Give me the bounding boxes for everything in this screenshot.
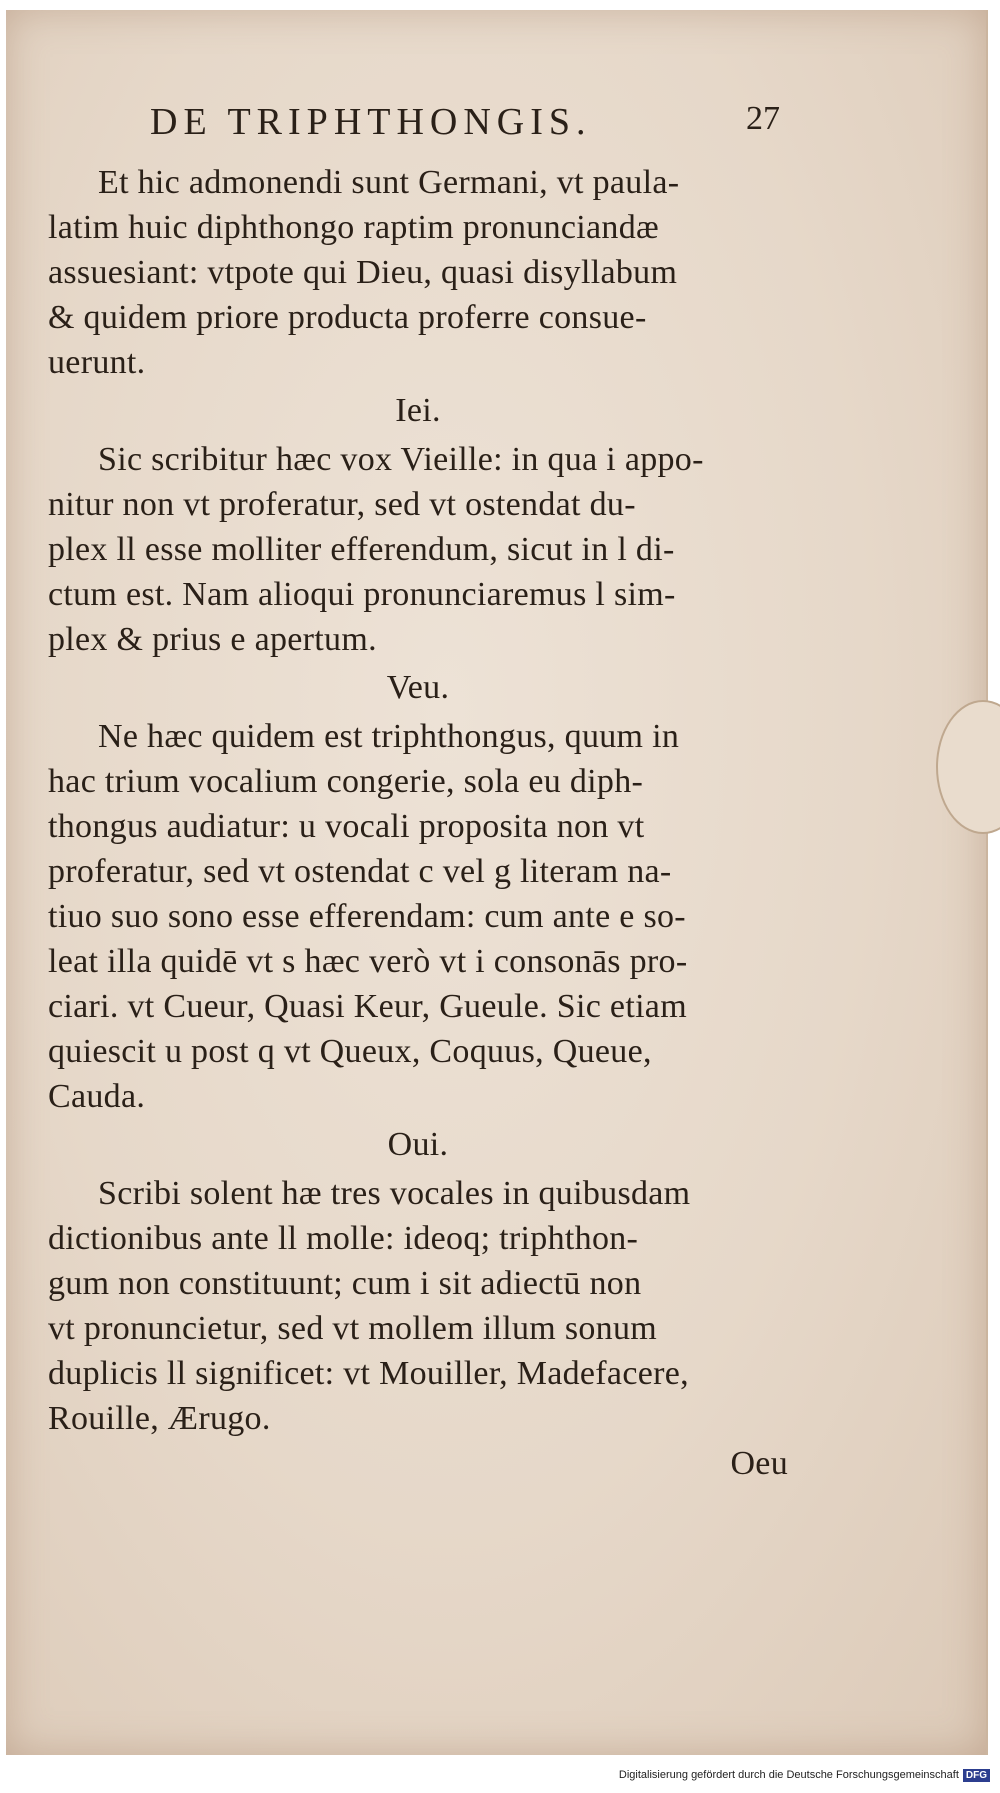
text-line: Et hic admonendi sunt Germani, vt paula- (98, 164, 680, 201)
text-line: Ne hæc quidem est triphthongus, quum in (98, 718, 680, 755)
dfg-logo: DFG (963, 1769, 990, 1782)
text-line: duplicis ll significet: vt Mouiller, Madefacere, (48, 1355, 689, 1392)
text-line: quiescit u post q vt Queux, Coquus, Queue, (48, 1033, 652, 1070)
page-number: 27 (746, 100, 780, 137)
text-line: dictionibus ante ll molle: ideoq; triphthon- (48, 1220, 639, 1257)
text-line: Sic scribitur hæc vox Vieille: in qua i appo- (98, 441, 704, 478)
text-line: hac trium vocalium congerie, sola eu diph- (48, 763, 644, 800)
running-head (150, 100, 780, 150)
text-line: leat illa quidē vt s hæc verò vt i consonās pro- (48, 943, 688, 980)
catchword: Oeu (730, 1445, 788, 1482)
section-heading-oui: Oui. (387, 1126, 449, 1163)
text-line: Rouille, Ærugo. (48, 1400, 271, 1437)
section-heading-iei: Iei. (395, 392, 441, 429)
text-line: Scribi solent hæ tres vocales in quibusdam (98, 1175, 691, 1212)
text-line: proferatur, sed vt ostendat c vel g literam na- (48, 853, 672, 890)
text-line: uerunt. (48, 344, 146, 381)
digitization-footer (600, 1763, 990, 1787)
page-tab-notch (936, 700, 1000, 834)
text-line: thongus audiatur: u vocali proposita non vt (48, 808, 645, 845)
text-line: ctum est. Nam alioqui pronunciaremus l sim- (48, 576, 676, 613)
text-line: Cauda. (48, 1078, 146, 1115)
text-line: assuesiant: vtpote qui Dieu, quasi disyllabum (48, 254, 678, 291)
text-line: latim huic diphthongo raptim pronunciandæ (48, 209, 659, 246)
running-head-title: DE TRIPHTHONGIS. (150, 101, 592, 143)
text-line: ciari. vt Cueur, Quasi Keur, Gueule. Sic etiam (48, 988, 687, 1025)
text-line: tiuo suo sono esse efferendam: cum ante e so- (48, 898, 686, 935)
section-heading-veu: Veu. (386, 669, 450, 706)
text-line: nitur non vt proferatur, sed vt ostendat du- (48, 486, 636, 523)
text-line: plex ll esse molliter efferendum, sicut in l di- (48, 531, 675, 568)
text-line: vt pronuncietur, sed vt mollem illum sonum (48, 1310, 658, 1347)
text-line: gum non constituunt; cum i sit adiectū non (48, 1265, 642, 1302)
text-line: & quidem priore producta proferre consue- (48, 299, 647, 336)
text-line: plex & prius e apertum. (48, 621, 377, 658)
footer-text: Digitalisierung gefördert durch die Deutsche Forschungsgemeinschaft (618, 1769, 959, 1781)
page-body (48, 160, 788, 1486)
